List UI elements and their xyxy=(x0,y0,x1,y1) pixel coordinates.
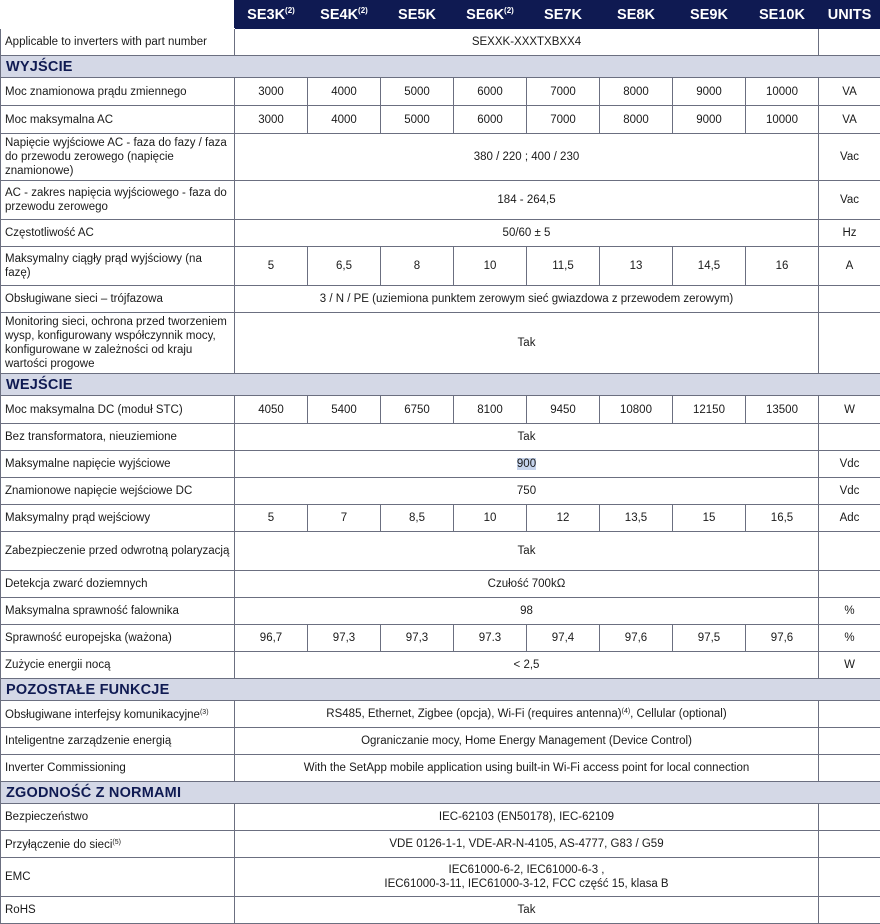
cell-value: 8 xyxy=(381,247,454,286)
row-label: Maksymalny prąd wejściowy xyxy=(1,505,235,532)
cell-value: 3000 xyxy=(235,106,308,134)
selected-text[interactable]: 900 xyxy=(517,458,536,470)
row-transformerless xyxy=(1,424,880,451)
row-unit xyxy=(819,701,880,728)
row-commissioning xyxy=(1,755,880,782)
row-value: Tak xyxy=(235,897,819,924)
cell-value: 9000 xyxy=(673,78,746,106)
row-unit xyxy=(819,804,880,831)
row-value: VDE 0126-1-1, VDE-AR-N-4105, AS-4777, G83 / G59 xyxy=(235,831,819,858)
cell-value: 6,5 xyxy=(308,247,381,286)
section-title: WYJŚCIE xyxy=(1,56,880,78)
row-label: Napięcie wyjściowe AC - faza do fazy / faza do przewodu zerowego (napięcie znamionowe) xyxy=(1,134,235,181)
row-unit: Vdc xyxy=(819,478,880,505)
row-unit: Adc xyxy=(819,505,880,532)
row-label: Inverter Commissioning xyxy=(1,755,235,782)
row-label: Moc maksymalna DC (moduł STC) xyxy=(1,396,235,424)
row-label: Bezpieczeństwo xyxy=(1,804,235,831)
cell-value: 15 xyxy=(673,505,746,532)
row-label: Moc maksymalna AC xyxy=(1,106,235,134)
row-unit: Vac xyxy=(819,181,880,220)
section-other xyxy=(1,679,880,701)
row-unit xyxy=(819,29,880,56)
row-unit xyxy=(819,286,880,313)
section-title: ZGODNOŚĆ Z NORMAMI xyxy=(1,782,880,804)
cell-value: 7000 xyxy=(527,78,600,106)
row-max-current xyxy=(1,247,880,286)
row-value: RS485, Ethernet, Zigbee (opcja), Wi-Fi (requires antenna)$^{(4)}$, Cellular (optional) xyxy=(235,701,819,728)
row-label: Detekcja zwarć doziemnych xyxy=(1,571,235,598)
row-grid xyxy=(1,286,880,313)
cell-value: 5 xyxy=(235,247,308,286)
cell-value: 5000 xyxy=(381,106,454,134)
row-value: Czułość 700kΩ xyxy=(235,571,819,598)
row-safety xyxy=(1,804,880,831)
cell-value: 4000 xyxy=(308,106,381,134)
row-label: Obsługiwane interfejsy komunikacyjne$^{(3)}$ xyxy=(1,701,235,728)
row-unit xyxy=(819,571,880,598)
row-unit xyxy=(819,858,880,897)
row-ac-voltage xyxy=(1,134,880,181)
row-unit: A xyxy=(819,247,880,286)
cell-value: 6000 xyxy=(454,106,527,134)
cell-value: 5000 xyxy=(381,78,454,106)
cell-value: 97,6 xyxy=(746,625,819,652)
row-frequency xyxy=(1,220,880,247)
row-unit: W xyxy=(819,396,880,424)
model-header: SE7K xyxy=(527,1,600,29)
row-night-consumption xyxy=(1,652,880,679)
section-input xyxy=(1,374,880,396)
row-unit xyxy=(819,897,880,924)
row-reverse-polarity xyxy=(1,532,880,571)
cell-value: 4050 xyxy=(235,396,308,424)
cell-value: 97,3 xyxy=(308,625,381,652)
row-label: Bez transformatora, nieuziemione xyxy=(1,424,235,451)
section-output xyxy=(1,56,880,78)
row-unit: % xyxy=(819,598,880,625)
row-label: Maksymalna sprawność falownika xyxy=(1,598,235,625)
cell-value: 9000 xyxy=(673,106,746,134)
model-header-row xyxy=(1,1,880,29)
cell-value: 10800 xyxy=(600,396,673,424)
row-ac-max xyxy=(1,106,880,134)
model-header: SE8K xyxy=(600,1,673,29)
cell-value: 97,3 xyxy=(381,625,454,652)
row-label: EMC xyxy=(1,858,235,897)
cell-value: 8000 xyxy=(600,78,673,106)
row-label: Maksymalne napięcie wyjściowe xyxy=(1,451,235,478)
cell-value: 11,5 xyxy=(527,247,600,286)
cell-value: 13 xyxy=(600,247,673,286)
cell-value: 6000 xyxy=(454,78,527,106)
row-emc xyxy=(1,858,880,897)
row-dc-max xyxy=(1,396,880,424)
row-value: 750 xyxy=(235,478,819,505)
cell-value: 4000 xyxy=(308,78,381,106)
section-standards xyxy=(1,782,880,804)
section-title: WEJŚCIE xyxy=(1,374,880,396)
row-label: Maksymalny ciągły prąd wyjściowy (na fazę) xyxy=(1,247,235,286)
cell-value: 97,6 xyxy=(600,625,673,652)
cell-value: 13500 xyxy=(746,396,819,424)
row-unit: Hz xyxy=(819,220,880,247)
model-header: $SE4K^{(2)}$ xyxy=(308,1,381,29)
cell-value: 7000 xyxy=(527,106,600,134)
row-monitoring xyxy=(1,313,880,374)
cell-value: 16 xyxy=(746,247,819,286)
row-unit: W xyxy=(819,652,880,679)
model-header: $SE6K^{(2)}$ xyxy=(454,1,527,29)
row-value: 380 / 220 ; 400 / 230 xyxy=(235,134,819,181)
row-unit xyxy=(819,831,880,858)
model-header: SE10K xyxy=(746,1,819,29)
row-unit: Vac xyxy=(819,134,880,181)
row-value: IEC-62103 (EN50178), IEC-62109 xyxy=(235,804,819,831)
row-max-efficiency xyxy=(1,598,880,625)
cell-value: 12150 xyxy=(673,396,746,424)
row-value: Tak xyxy=(235,313,819,374)
header-blank xyxy=(1,1,235,29)
row-label: AC - zakres napięcia wyjściowego - faza do przewodu zerowego xyxy=(1,181,235,220)
row-unit: Vdc xyxy=(819,451,880,478)
emc-line-2: IEC61000-3-11, IEC61000-3-12, FCC część 15, klasa B xyxy=(384,878,668,890)
cell-value: 16,5 xyxy=(746,505,819,532)
cell-value: 10 xyxy=(454,505,527,532)
cell-value: 97,5 xyxy=(673,625,746,652)
row-label: Moc znamionowa prądu zmiennego xyxy=(1,78,235,106)
row-label: Zużycie energii nocą xyxy=(1,652,235,679)
cell-value: 97,4 xyxy=(527,625,600,652)
row-ac-nominal xyxy=(1,78,880,106)
row-unit: % xyxy=(819,625,880,652)
row-value: 50/60 ± 5 xyxy=(235,220,819,247)
row-value: With the SetApp mobile application using built-in Wi-Fi access point for local connection xyxy=(235,755,819,782)
row-unit: VA xyxy=(819,78,880,106)
row-label: Przyłączenie do sieci$^{(5)}$ xyxy=(1,831,235,858)
cell-value: 6750 xyxy=(381,396,454,424)
row-value: Tak xyxy=(235,532,819,571)
row-value: 184 - 264,5 xyxy=(235,181,819,220)
row-value: Tak xyxy=(235,424,819,451)
section-title: POZOSTAŁE FUNKCJE xyxy=(1,679,880,701)
cell-value: 8,5 xyxy=(381,505,454,532)
row-interfaces xyxy=(1,701,880,728)
row-max-voltage xyxy=(1,451,880,478)
cell-value: 3000 xyxy=(235,78,308,106)
row-value: 3 / N / PE (uziemiona punktem zerowym sieć gwiazdowa z przewodem zerowym) xyxy=(235,286,819,313)
cell-value: 14,5 xyxy=(673,247,746,286)
row-unit xyxy=(819,313,880,374)
row-euro-efficiency xyxy=(1,625,880,652)
row-nominal-dc xyxy=(1,478,880,505)
row-unit xyxy=(819,424,880,451)
cell-value: 10000 xyxy=(746,106,819,134)
row-label: Sprawność europejska (ważona) xyxy=(1,625,235,652)
units-header: UNITS xyxy=(819,1,880,29)
row-unit xyxy=(819,728,880,755)
row-value xyxy=(235,858,819,897)
cell-value: 12 xyxy=(527,505,600,532)
row-label: Monitoring sieci, ochrona przed tworzeniem wysp, konfigurowany współczynnik mocy, konfigurowane w zależności od kraju wartości progowe xyxy=(1,313,235,374)
part-number-row xyxy=(1,29,880,56)
row-energy-mgmt xyxy=(1,728,880,755)
emc-line-1: IEC61000-6-2, IEC61000-6-3 , xyxy=(449,864,605,876)
row-value: < 2,5 xyxy=(235,652,819,679)
model-header: $SE3K^{(2)}$ xyxy=(235,1,308,29)
model-header: SE5K xyxy=(381,1,454,29)
cell-value: 7 xyxy=(308,505,381,532)
row-label: Zabezpieczenie przed odwrotną polaryzacją xyxy=(1,532,235,571)
row-ac-range xyxy=(1,181,880,220)
row-label: Inteligentne zarządzenie energią xyxy=(1,728,235,755)
row-label: RoHS xyxy=(1,897,235,924)
row-grid-connection xyxy=(1,831,880,858)
row-label: Applicable to inverters with part number xyxy=(1,29,235,56)
cell-value: 10 xyxy=(454,247,527,286)
cell-value: 9450 xyxy=(527,396,600,424)
cell-value: 96,7 xyxy=(235,625,308,652)
row-unit xyxy=(819,755,880,782)
row-unit: VA xyxy=(819,106,880,134)
row-rohs xyxy=(1,897,880,924)
row-max-input-current xyxy=(1,505,880,532)
row-label: Znamionowe napięcie wejściowe DC xyxy=(1,478,235,505)
cell-value: 13,5 xyxy=(600,505,673,532)
row-label: Obsługiwane sieci – trójfazowa xyxy=(1,286,235,313)
cell-value: 8000 xyxy=(600,106,673,134)
row-value: 98 xyxy=(235,598,819,625)
cell-value: 10000 xyxy=(746,78,819,106)
model-header: SE9K xyxy=(673,1,746,29)
cell-value: 5 xyxy=(235,505,308,532)
row-ground-fault xyxy=(1,571,880,598)
cell-value: 8100 xyxy=(454,396,527,424)
cell-value: 97.3 xyxy=(454,625,527,652)
row-value: SEXXK-XXXTXBXX4 xyxy=(235,29,819,56)
cell-value: 5400 xyxy=(308,396,381,424)
row-unit xyxy=(819,532,880,571)
row-value xyxy=(235,451,819,478)
row-value: Ograniczanie mocy, Home Energy Management (Device Control) xyxy=(235,728,819,755)
row-label: Częstotliwość AC xyxy=(1,220,235,247)
